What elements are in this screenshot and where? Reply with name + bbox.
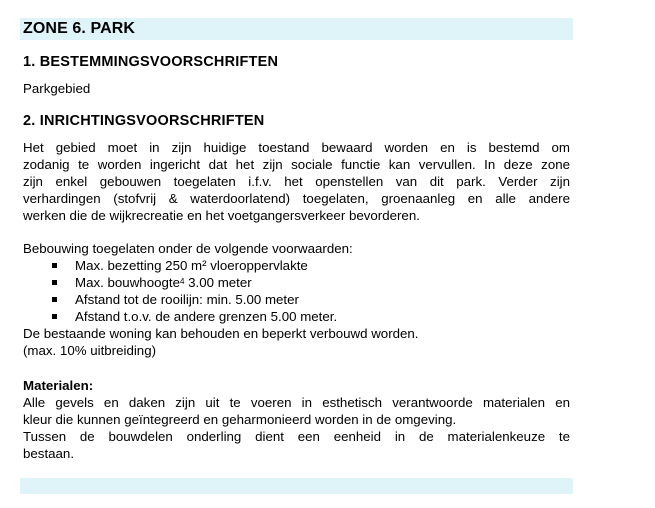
bullet-icon: [52, 297, 57, 302]
condition-grenzen: Afstand t.o.v. de andere grenzen 5.00 meter.: [75, 309, 338, 324]
materials-line: Alle gevels en daken zijn uit te voeren in esthetisch verantwoorde materialen en: [23, 395, 570, 410]
bottom-bar: [20, 478, 573, 494]
footnote-ref: 4: [179, 277, 185, 286]
conditions-list: [23, 257, 337, 325]
materials-paragraph: [23, 394, 570, 462]
existing-building-note: (max. 10% uitbreiding): [23, 343, 157, 358]
intro-line: verhardingen (stofvrij & waterdoorlatend) toegelaten, groenaanleg en alle andere: [23, 191, 570, 206]
list-item: [23, 291, 337, 308]
list-item: [23, 308, 337, 325]
bullet-icon: [52, 280, 57, 285]
materials-line: Tussen de bouwdelen onderling dient een eenheid in de materialenkeuze te: [23, 429, 570, 444]
intro-line: zijn enkel gebouwen toegelaten i.f.v. het openstellen van dit park. Verder zijn: [23, 174, 570, 189]
condition-rooilijn: Afstand tot de rooilijn: min. 5.00 meter: [75, 292, 299, 307]
conditions-intro: Bebouwing toegelaten onder de volgende voorwaarden:: [23, 241, 353, 256]
list-item: [23, 274, 337, 291]
condition-bouwhoogte-value: 3.00 meter: [184, 275, 252, 290]
intro-line: Het gebied moet in zijn huidige toestand bewaard worden en is bestemd om: [23, 140, 570, 155]
intro-line: werken die de wijkrecreatie en het voetgangersverkeer bevorderen.: [23, 208, 420, 223]
materials-line: kleur die kunnen geïntegreerd en geharmonieerd worden in de omgeving.: [23, 412, 457, 427]
list-item: [23, 257, 337, 274]
condition-bezetting: Max. bezetting 250 m² vloeroppervlakte: [75, 258, 308, 273]
condition-bouwhoogte-label: Max. bouwhoogte: [75, 275, 180, 290]
section-1-heading: 1. BESTEMMINGSVOORSCHRIFTEN: [23, 54, 279, 70]
materials-heading: Materialen:: [23, 378, 94, 393]
intro-line: zodanig te worden ingericht dat het zijn sociale functie kan vervullen. In deze zone: [23, 157, 570, 172]
bullet-icon: [52, 263, 57, 268]
bullet-icon: [52, 314, 57, 319]
section-1-text: Parkgebied: [23, 81, 91, 96]
materials-line: bestaan.: [23, 446, 75, 461]
section-2-heading: 2. INRICHTINGSVOORSCHRIFTEN: [23, 113, 265, 129]
existing-building-text: De bestaande woning kan behouden en beperkt verbouwd worden.: [23, 326, 419, 341]
zone-title: ZONE 6. PARK: [23, 20, 136, 37]
intro-paragraph: [23, 139, 570, 224]
